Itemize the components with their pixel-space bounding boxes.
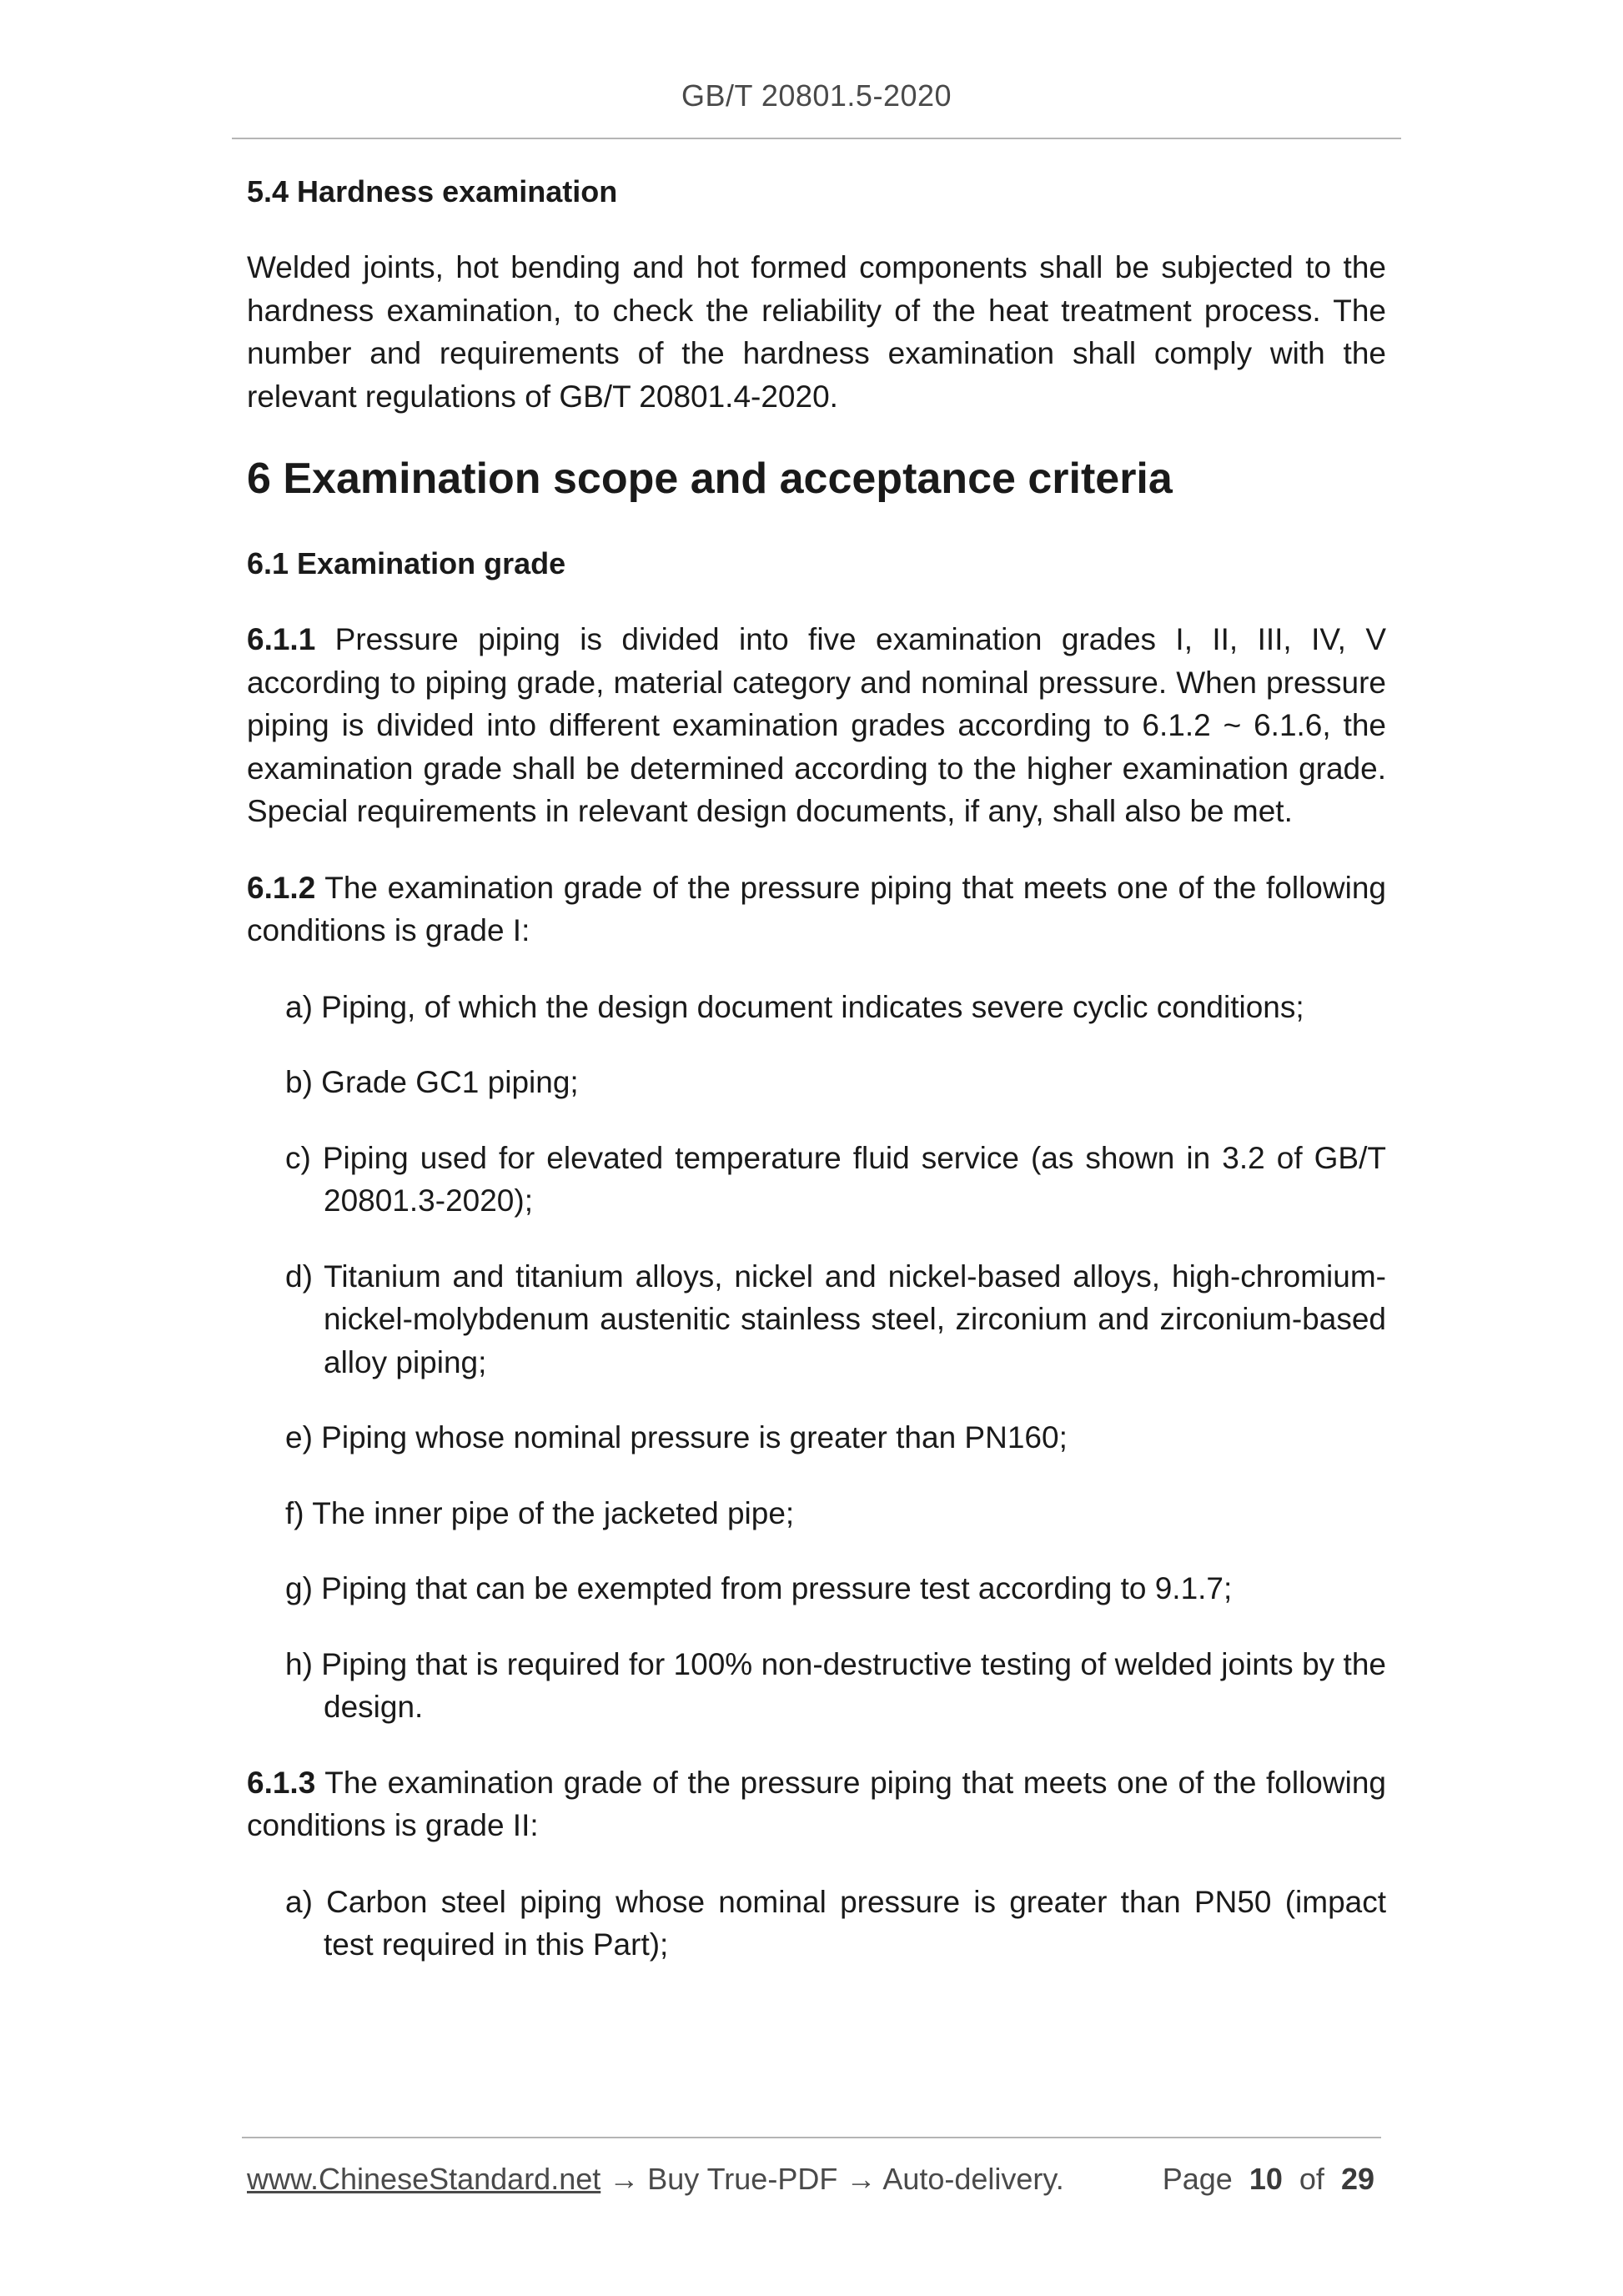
footer-promo (247, 2158, 1064, 2200)
section-5-4-heading: 5.4 Hardness examination (247, 174, 618, 208)
header-divider (232, 138, 1401, 139)
page-total: 29 (1340, 2162, 1374, 2196)
clause-6-1-3 (247, 1761, 1386, 1847)
clause-6-1-1-text: Pressure piping is divided into five examination grades I, II, III, IV, V according to piping grade, material category and nominal pressure. When pressure piping is divided into different examination grades according to 6.1.2 ~ 6.1.6, the examination grade shall be determined according to the higher examination grade. Special requirements in relevant design documents, if any, shall also be met. (247, 622, 1386, 828)
of-label: of (1299, 2162, 1324, 2196)
clause-6-1-3-text: The examination grade of the pressure piping that meets one of the following conditions is grade II: (247, 1765, 1386, 1842)
page-label: Page (1162, 2162, 1233, 2196)
list-item-6-1-2-h: h) Piping that is required for 100% non-destructive testing of welded joints by the design. (285, 1646, 1386, 1724)
list-item-6-1-2-a: a) Piping, of which the design document indicates severe cyclic conditions; (285, 989, 1304, 1024)
page-indicator (1163, 2158, 1374, 2200)
section-5-4-paragraph: Welded joints, hot bending and hot formed components shall be subjected to the hardness examination, to check the reliability of the heat treatment process. The number and requirements of the hardness examination shall comply with the relevant regulations of GB/T 20801.4-2020. (247, 250, 1386, 414)
list-item-6-1-2-c: c) Piping used for elevated temperature fluid service (as shown in 3.2 of GB/T 20801.3-2020); (285, 1140, 1386, 1218)
list-item-6-1-2-g: g) Piping that can be exempted from pressure test according to 9.1.7; (285, 1571, 1233, 1605)
clause-6-1-2-text: The examination grade of the pressure piping that meets one of the following conditions is grade I: (247, 870, 1386, 947)
chapter-6-heading: 6 Examination scope and acceptance criteria (247, 455, 1173, 503)
list-item-6-1-2-f: f) The inner pipe of the jacketed pipe; (285, 1495, 795, 1530)
clause-6-1-2-number: 6.1.2 (247, 870, 316, 905)
clause-6-1-1-number: 6.1.1 (247, 622, 316, 656)
section-6-1-heading: 6.1 Examination grade (247, 546, 566, 580)
footer-tagline: → Buy True-PDF → Auto-delivery. (600, 2162, 1064, 2196)
clause-6-1-3-number: 6.1.3 (247, 1765, 316, 1800)
clause-6-1-2 (247, 867, 1386, 952)
footer-divider (242, 2137, 1381, 2138)
running-header: GB/T 20801.5-2020 (681, 78, 952, 113)
list-item-6-1-3-a: a) Carbon steel piping whose nominal pressure is greater than PN50 (impact test required in this Part); (285, 1884, 1386, 1962)
page-body (247, 171, 1386, 1999)
list-item-6-1-2-d: d) Titanium and titanium alloys, nickel and nickel-based alloys, high-chromium-nickel-molybdenum austenitic stainless steel, zirconium and zirconium-based alloy piping; (285, 1259, 1386, 1379)
list-item-6-1-2-e: e) Piping whose nominal pressure is greater than PN160; (285, 1420, 1068, 1454)
list-item-6-1-2-b: b) Grade GC1 piping; (285, 1065, 579, 1099)
clause-6-1-1 (247, 618, 1386, 833)
page-number: 10 (1249, 2162, 1283, 2196)
website-link[interactable]: www.ChineseStandard.net (247, 2162, 601, 2196)
